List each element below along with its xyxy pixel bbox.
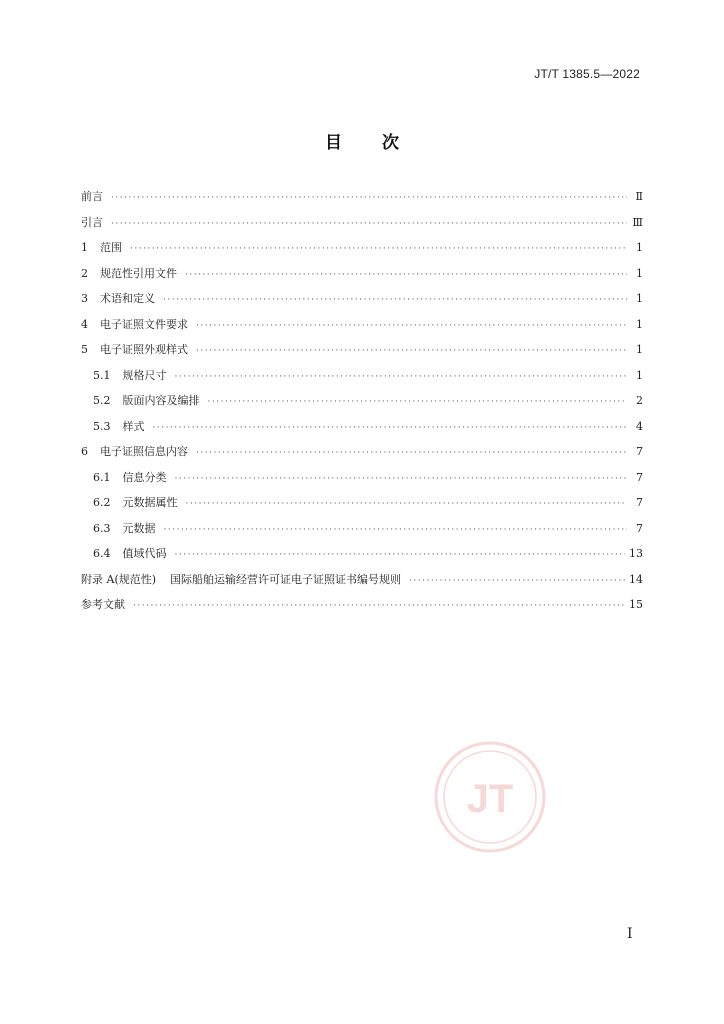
toc-entry[interactable]	[81, 316, 643, 342]
toc-entry-label: 电子证照文件要求	[100, 317, 188, 331]
toc-leader-dots	[208, 397, 628, 407]
toc-entry-label: 电子证照外观样式	[100, 343, 188, 356]
toc-entry-page: 1	[636, 241, 643, 254]
toc-entry-number: 5.2	[93, 394, 111, 407]
toc-entry-label: 值域代码	[122, 547, 167, 560]
toc-entry-label: 术语和定义	[100, 292, 155, 305]
toc-entry-page: 4	[636, 419, 643, 433]
toc-leader-dots	[133, 601, 625, 611]
toc-entry-number: 6.1	[93, 470, 111, 484]
toc-entry[interactable]	[81, 188, 643, 214]
toc-leader-dots	[111, 193, 627, 203]
toc-entry-page: 1	[636, 292, 643, 305]
toc-entry-label: 前言	[81, 190, 103, 203]
title-left-char: 目	[325, 133, 342, 153]
toc-entry[interactable]	[81, 265, 643, 291]
toc-entry-label: 元数据	[122, 521, 156, 535]
toc-leader-dots	[111, 219, 627, 229]
toc-entry-number: 附录 A(规范性)	[81, 572, 157, 586]
toc-entry-label: 信息分类	[122, 470, 167, 484]
toc-entry-label: 规格尺寸	[122, 368, 167, 382]
toc-entry[interactable]	[81, 214, 643, 240]
toc-leader-dots	[186, 499, 628, 509]
toc-leader-dots	[175, 474, 628, 484]
toc-leader-dots	[175, 372, 628, 382]
toc-entry-label: 版面内容及编排	[122, 394, 200, 407]
watermark-text: JT	[466, 777, 514, 821]
toc-leader-dots	[175, 550, 626, 560]
toc-entry-page: 7	[636, 521, 643, 535]
toc-entry-page: 13	[629, 547, 643, 560]
toc-entry[interactable]	[81, 367, 643, 393]
toc-leader-dots	[163, 295, 627, 305]
toc-entry[interactable]	[81, 494, 643, 520]
page-title	[0, 128, 724, 153]
toc-entry-page: 1	[636, 317, 643, 331]
toc-entry-label: 电子证照信息内容	[100, 445, 188, 458]
toc-leader-dots	[164, 525, 628, 535]
toc-entry-number: 4	[81, 317, 88, 331]
toc-entry-number: 5	[81, 343, 88, 356]
toc-entry-number: 2	[81, 266, 88, 280]
toc-leader-dots	[196, 346, 627, 356]
toc-entry[interactable]	[81, 239, 643, 265]
toc-entry-number: 6.3	[93, 521, 111, 535]
toc-entry-number: 1	[81, 241, 88, 254]
toc-entry[interactable]	[81, 392, 643, 418]
toc-entry[interactable]	[81, 571, 643, 597]
page-number: Ⅰ	[627, 926, 633, 942]
toc-leader-dots	[409, 576, 625, 586]
title-right-char: 次	[382, 133, 399, 153]
toc-entry-label: 参考文献	[81, 598, 125, 611]
toc-entry-label: 元数据属性	[122, 496, 178, 509]
toc-entry[interactable]	[81, 418, 643, 444]
table-of-contents	[81, 188, 643, 622]
standard-code: JT/T 1385.5—2022	[534, 67, 640, 81]
toc-leader-dots	[196, 448, 627, 458]
toc-entry-number: 6.4	[93, 547, 111, 560]
toc-leader-dots	[196, 321, 627, 331]
toc-leader-dots	[153, 423, 628, 433]
toc-entry-label: 引言	[81, 215, 103, 229]
toc-entry-number: 5.1	[93, 368, 111, 382]
toc-leader-dots	[130, 244, 627, 254]
toc-entry-number: 6.2	[93, 496, 111, 509]
toc-entry[interactable]	[81, 596, 643, 622]
toc-entry-page: Ⅱ	[635, 190, 643, 203]
toc-entry-page: 1	[636, 266, 643, 280]
toc-entry-label: 规范性引用文件	[100, 266, 177, 280]
toc-entry-page: 7	[636, 496, 643, 509]
toc-entry-page: 7	[636, 445, 643, 458]
toc-entry[interactable]	[81, 290, 643, 316]
toc-entry-page: 1	[636, 368, 643, 382]
toc-entry[interactable]	[81, 469, 643, 495]
jt-watermark-logo	[433, 740, 547, 854]
toc-entry-page: 15	[629, 598, 643, 611]
toc-entry-label: 样式	[122, 419, 145, 433]
toc-entry-page: 14	[629, 572, 643, 586]
toc-entry-page: 1	[636, 343, 643, 356]
toc-entry-page: 7	[636, 470, 643, 484]
toc-entry[interactable]	[81, 341, 643, 367]
toc-entry-page: 2	[636, 394, 643, 407]
toc-entry-number: 6	[81, 445, 88, 458]
toc-entry-label: 范围	[100, 241, 122, 254]
toc-entry[interactable]	[81, 545, 643, 571]
toc-entry[interactable]	[81, 443, 643, 469]
toc-entry[interactable]	[81, 520, 643, 546]
toc-entry-number: 3	[81, 292, 88, 305]
toc-entry-page: Ⅲ	[632, 215, 643, 229]
toc-leader-dots	[185, 270, 627, 280]
toc-entry-number: 5.3	[93, 419, 111, 433]
toc-entry-label: 国际船舶运输经营许可证电子证照证书编号规则	[170, 572, 402, 586]
